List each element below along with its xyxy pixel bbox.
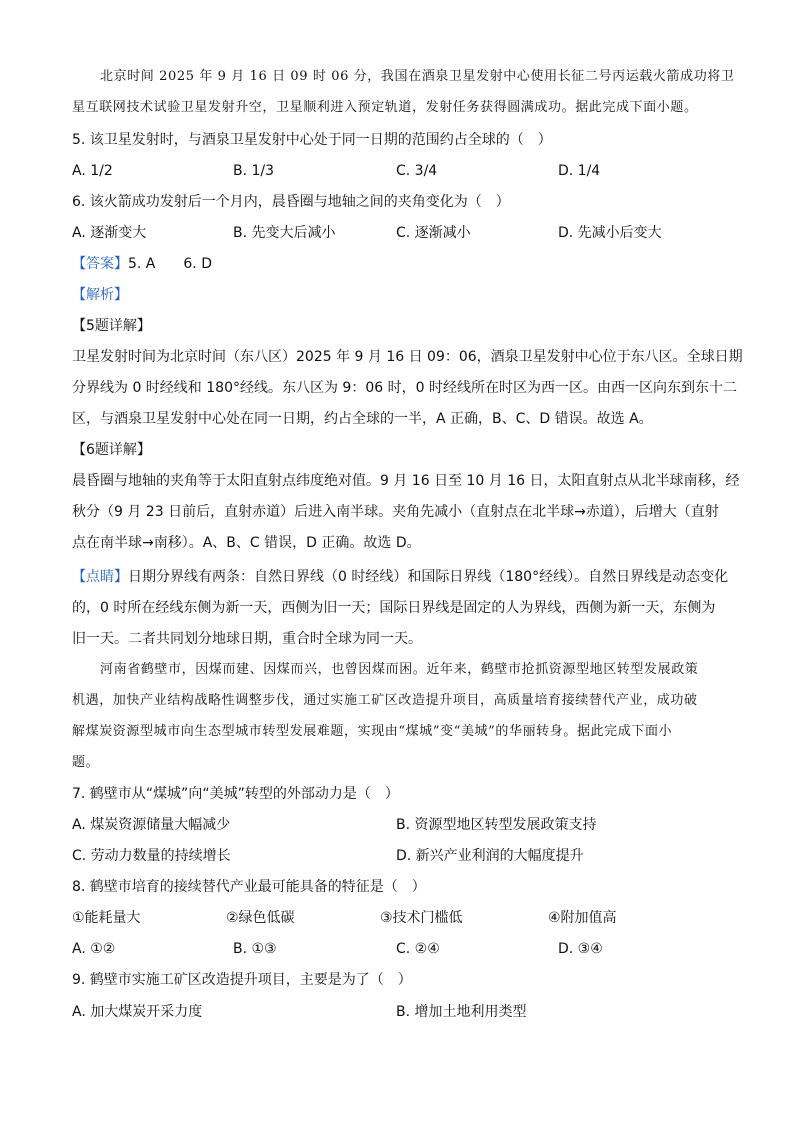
analysis-label: 【解析】 bbox=[72, 287, 128, 303]
tips-label: 【点睛】 bbox=[72, 569, 128, 585]
q5-option-a[interactable]: A. 1/2 bbox=[72, 163, 113, 179]
q5-option-c[interactable]: C. 3/4 bbox=[396, 163, 438, 179]
q6-stem: 6. 该火箭成功发射后一个月内，晨昏圈与地轴之间的夹角变化为（ ） bbox=[72, 194, 510, 210]
q8-option-d[interactable]: D. ③④ bbox=[558, 941, 603, 957]
q9-option-a[interactable]: A. 加大煤炭开采力度 bbox=[72, 1004, 203, 1020]
detail6-line2: 秋分（9 月 23 日前后，直射赤道）后进入南半球。夹角先减小（直射点在北半球→赤道），后增大（直射 bbox=[72, 504, 719, 520]
passage1-line1: 北京时间 2025 年 9 月 16 日 09 时 06 分，我国在酒泉卫星发射中心使用长征二号丙运载火箭成功将卫 bbox=[100, 69, 735, 84]
q8-stem: 8. 鹤壁市培育的接续替代产业最可能具备的特征是（ ） bbox=[72, 879, 426, 895]
q8-option-b[interactable]: B. ①③ bbox=[233, 941, 277, 957]
detail5-line3: 区，与酒泉卫星发射中心处在同一日期，约占全球的一半，A 正确，B、C、D 错误。故选 A。 bbox=[72, 411, 653, 427]
q8-option-a[interactable]: A. ①② bbox=[72, 941, 116, 957]
tips-first: 日期分界线有两条：自然日界线（0 时经线）和国际日界线（180°经线）。自然日界线是动态变化 bbox=[128, 569, 729, 585]
q8-item-1: ①能耗量大 bbox=[72, 910, 141, 926]
detail5-line1: 卫星发射时间为北京时间（东八区）2025 年 9 月 16 日 09：06，酒泉卫星发射中心位于东八区。全球日期 bbox=[72, 349, 743, 365]
q8-item-4: ④附加值高 bbox=[548, 910, 617, 926]
detail6-line1: 晨昏圈与地轴的夹角等于太阳直射点纬度绝对值。9 月 16 日至 10 月 16 日，太阳直射点从北半球南移，经 bbox=[72, 473, 740, 489]
q8-item-3: ③技术门槛低 bbox=[380, 910, 463, 926]
q6-option-a[interactable]: A. 逐渐变大 bbox=[72, 225, 147, 241]
answer-text: 5. A 6. D bbox=[128, 256, 212, 272]
q7-stem: 7. 鹤壁市从“煤城”向“美城”转型的外部动力是（ ） bbox=[72, 786, 399, 802]
passage1-line2: 星互联网技术试验卫星发射升空，卫星顺利进入预定轨道，发射任务获得圆满成功。据此完成下面小题。 bbox=[72, 100, 698, 115]
detail5-label: 【5题详解】 bbox=[72, 318, 151, 334]
detail5-line2: 分界线为 0 时经线和 180°经线。东八区为 9：06 时，0 时经线所在时区为西一区。由西一区向东到东十二 bbox=[72, 380, 737, 396]
q5-option-b[interactable]: B. 1/3 bbox=[233, 163, 275, 179]
q9-option-b[interactable]: B. 增加土地利用类型 bbox=[396, 1004, 527, 1020]
tips-row bbox=[72, 567, 728, 587]
q7-option-b[interactable]: B. 资源型地区转型发展政策支持 bbox=[396, 817, 597, 833]
detail6-label: 【6题详解】 bbox=[72, 442, 151, 458]
answer-label: 【答案】 bbox=[72, 256, 128, 272]
q7-option-c[interactable]: C. 劳动力数量的持续增长 bbox=[72, 848, 231, 864]
tips-line1: 的，0 时所在经线东侧为新一天，西侧为旧一天；国际日界线是固定的人为界线，西侧为新一天，东侧为 bbox=[72, 600, 716, 616]
answer-row bbox=[72, 254, 212, 274]
passage2-line3: 解煤炭资源型城市向生态型城市转型发展难题，实现由“煤城”变“美城”的华丽转身。据此完成下面小 bbox=[72, 724, 673, 739]
q9-stem: 9. 鹤壁市实施工矿区改造提升项目，主要是为了（ ） bbox=[72, 972, 412, 988]
passage2-line1: 河南省鹤壁市，因煤而建、因煤而兴，也曾因煤而困。近年来，鹤壁市抢抓资源型地区转型发展政策 bbox=[100, 662, 699, 677]
passage2-line2: 机遇，加快产业结构战略性调整步伐，通过实施工矿区改造提升项目，高质量培育接续替代产业，成功破 bbox=[72, 693, 698, 708]
q7-option-d[interactable]: D. 新兴产业利润的大幅度提升 bbox=[396, 848, 584, 864]
passage2-line4: 题。 bbox=[72, 755, 100, 770]
q6-option-d[interactable]: D. 先减小后变大 bbox=[558, 225, 662, 241]
q6-option-c[interactable]: C. 逐渐减小 bbox=[396, 225, 471, 241]
q5-option-d[interactable]: D. 1/4 bbox=[558, 163, 601, 179]
detail6-line3: 点在南半球→南移）。A、B、C 错误，D 正确。故选 D。 bbox=[72, 535, 421, 551]
q8-item-2: ②绿色低碳 bbox=[226, 910, 295, 926]
tips-line2: 旧一天。二者共同划分地球日期，重合时全球为同一天。 bbox=[72, 631, 422, 647]
q6-option-b[interactable]: B. 先变大后减小 bbox=[233, 225, 336, 241]
q5-stem: 5. 该卫星发射时，与酒泉卫星发射中心处于同一日期的范围约占全球的（ ） bbox=[72, 132, 552, 148]
q7-option-a[interactable]: A. 煤炭资源储量大幅减少 bbox=[72, 817, 231, 833]
q8-option-c[interactable]: C. ②④ bbox=[396, 941, 440, 957]
